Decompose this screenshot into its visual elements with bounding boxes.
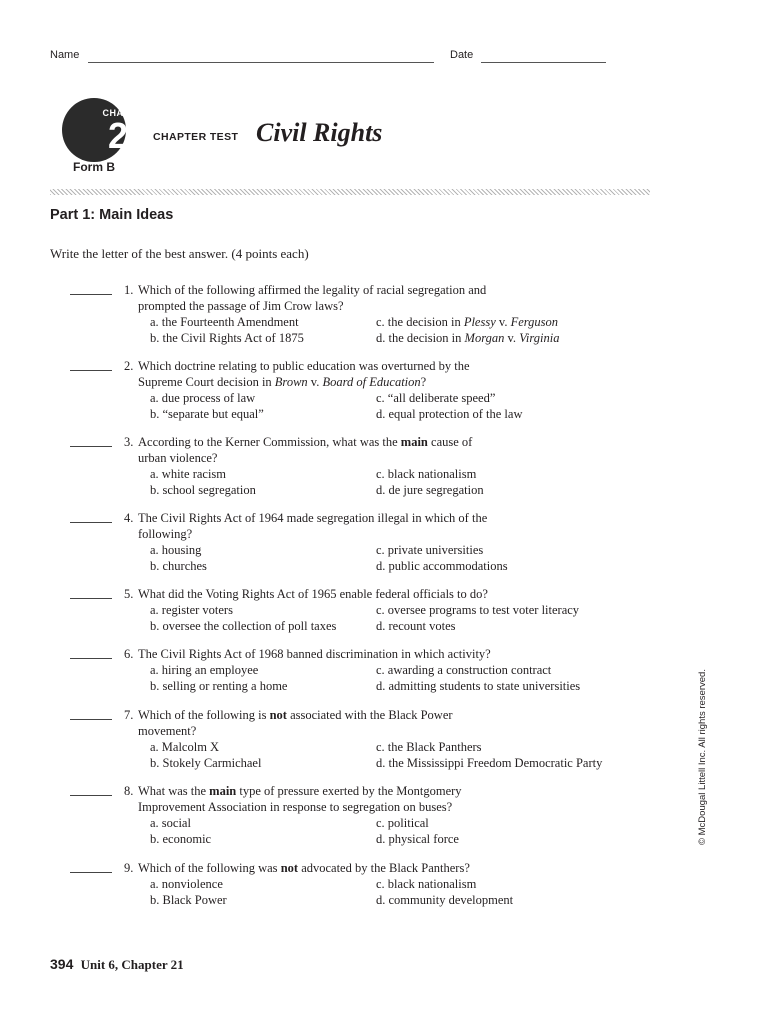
- chapter-number: 21: [107, 115, 145, 156]
- chapter-badge: [62, 98, 150, 162]
- answer-blank[interactable]: [70, 658, 112, 659]
- option-b: b. school segregation: [150, 483, 256, 497]
- option-c: c. “all deliberate speed”: [376, 391, 496, 405]
- chapter-test-label: CHAPTER TEST: [153, 131, 239, 143]
- option-d: d. de jure segregation: [376, 483, 484, 497]
- option-c: c. awarding a construction contract: [376, 663, 552, 677]
- question-stem: 4. The Civil Rights Act of 1964 made segregation illegal in which of the following?: [124, 511, 488, 541]
- option-d: d. admitting students to state universities: [376, 679, 581, 693]
- part-heading: Part 1: Main Ideas: [50, 207, 174, 223]
- chapter-label: CHAPTER: [102, 108, 150, 118]
- question-stem: 5. What did the Voting Rights Act of 1965 enable federal officials to do?: [124, 587, 488, 601]
- page-title: Civil Rights: [256, 118, 383, 147]
- option-d: d. public accommodations: [376, 559, 508, 573]
- option-a: a. hiring an employee: [150, 663, 259, 677]
- option-b: b. “separate but equal”: [150, 407, 264, 421]
- option-b: b. the Civil Rights Act of 1875: [150, 331, 304, 345]
- answer-blank[interactable]: [70, 598, 112, 599]
- copyright-notice: © McDougal Littell Inc. All rights reserved.: [697, 669, 708, 845]
- question-stem: 7. Which of the following is not associated with the Black Power movement?: [124, 708, 453, 738]
- question-stem: 6. The Civil Rights Act of 1968 banned discrimination in which activity?: [124, 647, 491, 661]
- option-a: a. housing: [150, 543, 202, 557]
- answer-blank[interactable]: [70, 522, 112, 523]
- date-label: Date: [450, 49, 474, 61]
- option-a: a. due process of law: [150, 391, 256, 405]
- option-a: a. nonviolence: [150, 877, 223, 891]
- form-label: Form B: [73, 160, 115, 174]
- option-c: c. black nationalism: [376, 467, 477, 481]
- question-stem: 8. What was the main type of pressure exerted by the Montgomery Improvement Association in response to segregation on buses?: [124, 784, 462, 814]
- page-number: 394: [50, 956, 74, 972]
- option-a: a. register voters: [150, 603, 233, 617]
- option-c: c. black nationalism: [376, 877, 477, 891]
- answer-blank[interactable]: [70, 446, 112, 447]
- option-b: b. Black Power: [150, 893, 227, 907]
- answer-blank[interactable]: [70, 719, 112, 720]
- option-c: c. the Black Panthers: [376, 740, 482, 754]
- option-d: d. recount votes: [376, 619, 456, 633]
- answer-blank[interactable]: [70, 872, 112, 873]
- option-a: a. Malcolm X: [150, 740, 220, 754]
- option-c: c. private universities: [376, 543, 484, 557]
- option-c: c. the decision in Plessy v. Ferguson: [376, 315, 559, 329]
- option-b: b. selling or renting a home: [150, 679, 288, 693]
- option-d: d. community development: [376, 893, 514, 907]
- option-b: b. oversee the collection of poll taxes: [150, 619, 337, 633]
- date-field[interactable]: [481, 62, 606, 63]
- name-label: Name: [50, 49, 80, 61]
- option-d: d. equal protection of the law: [376, 407, 523, 421]
- option-a: a. the Fourteenth Amendment: [150, 315, 299, 329]
- option-a: a. white racism: [150, 467, 227, 481]
- option-c: c. oversee programs to test voter literacy: [376, 603, 580, 617]
- question-stem: 1. Which of the following affirmed the legality of racial segregation and prompted the passage of Jim Crow laws?: [124, 283, 487, 313]
- answer-blank[interactable]: [70, 294, 112, 295]
- option-d: d. the decision in Morgan v. Virginia: [376, 331, 560, 345]
- page-footer: [50, 956, 184, 973]
- instructions: Write the letter of the best answer. (4 points each): [50, 246, 309, 261]
- question-stem: 9. Which of the following was not advocated by the Black Panthers?: [124, 861, 470, 875]
- option-a: a. social: [150, 816, 191, 830]
- option-b: b. Stokely Carmichael: [150, 756, 262, 770]
- option-b: b. churches: [150, 559, 207, 573]
- unit-chapter: Unit 6, Chapter 21: [80, 957, 184, 972]
- question-stem: 2. Which doctrine relating to public education was overturned by the Supreme Court decision in Brown v. Board of Education?: [124, 359, 470, 389]
- option-c: c. political: [376, 816, 429, 830]
- divider-stripe: [50, 189, 650, 195]
- answer-blank[interactable]: [70, 370, 112, 371]
- name-field[interactable]: [88, 62, 434, 63]
- option-d: d. physical force: [376, 832, 459, 846]
- answer-blank[interactable]: [70, 795, 112, 796]
- question-stem: 3. According to the Kerner Commission, what was the main cause of urban violence?: [124, 435, 473, 465]
- option-d: d. the Mississippi Freedom Democratic Party: [376, 756, 603, 770]
- option-b: b. economic: [150, 832, 212, 846]
